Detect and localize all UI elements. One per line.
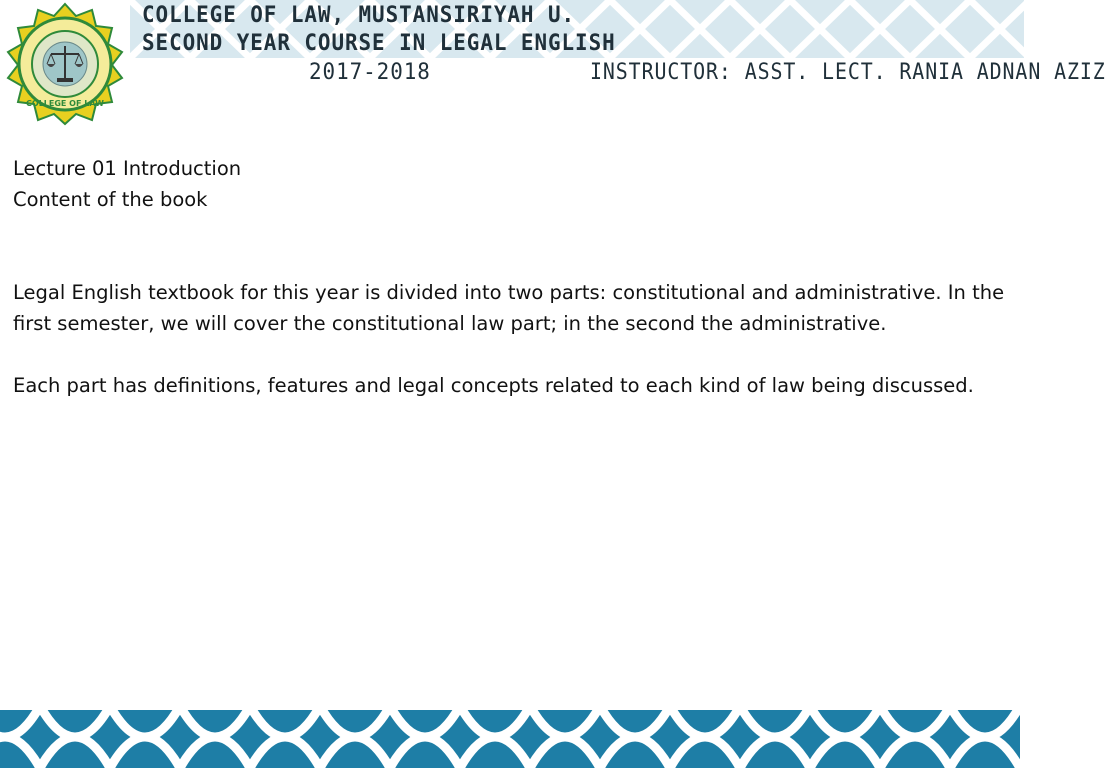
content-paragraph-2: Each part has definitions, features and legal concepts related to each kind of law being discussed. — [13, 374, 974, 397]
header-course-title: SECOND YEAR COURSE IN LEGAL ENGLISH — [142, 31, 616, 56]
college-seal-icon — [2, 2, 128, 126]
slide-content — [13, 153, 1013, 401]
spacer — [13, 339, 1013, 370]
footer-pattern-band — [0, 706, 1024, 768]
lecture-title: Lecture 01 Introduction — [13, 157, 242, 180]
lecture-subtitle: Content of the book — [13, 188, 208, 211]
seal-text: COLLEGE OF LAW — [26, 99, 104, 108]
college-seal-logo — [2, 2, 128, 126]
header-instructor: INSTRUCTOR: ASST. LECT. RANIA ADNAN AZIZ — [590, 60, 1106, 85]
content-paragraph-1: Legal English textbook for this year is divided into two parts: constitutional and administrative. In the first semester, we will cover the constitutional law part; in the second the administrative. — [13, 281, 1005, 335]
header-college-name: COLLEGE OF LAW, MUSTANSIRIYAH U. — [142, 3, 576, 28]
spacer — [13, 215, 1013, 277]
header-year: 2017-2018 — [309, 60, 431, 85]
